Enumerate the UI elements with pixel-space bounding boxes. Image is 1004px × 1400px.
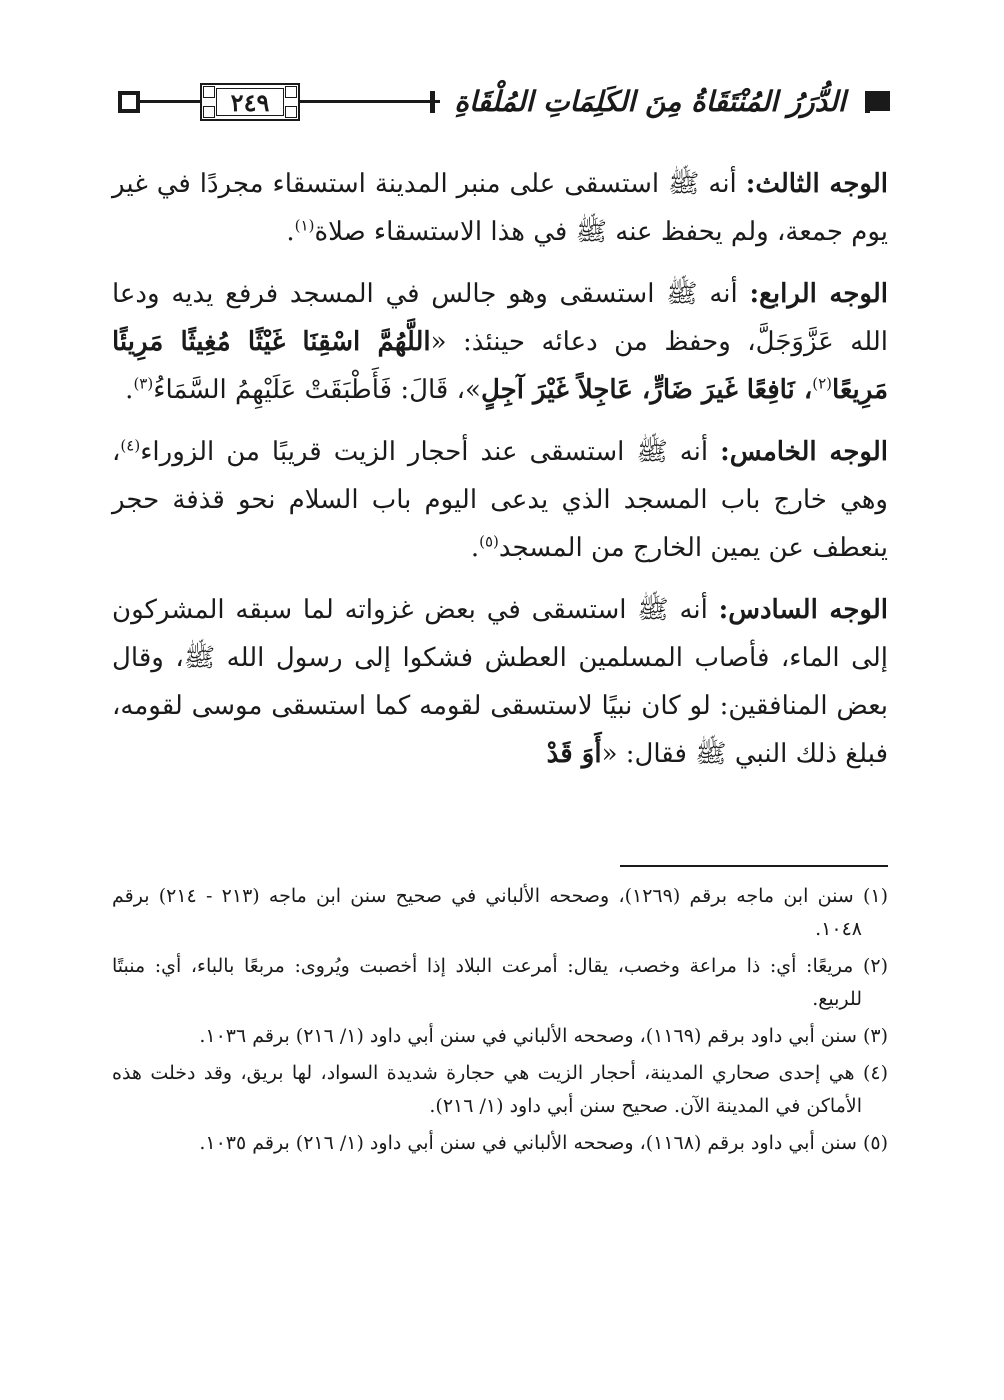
- corner-ornament: [285, 86, 297, 98]
- paragraph-text: أنه ﷺ استسقى وهو جالس في المسجد فرفع يديه ودعا الله عَزَّوَجَلَّ، وحفظ من دعائه حينئذ: «: [112, 279, 888, 357]
- corner-ornament: [285, 106, 297, 118]
- footnotes: [112, 880, 888, 1164]
- corner-ornament: [203, 106, 215, 118]
- paragraph-fourth-aspect: [112, 270, 888, 414]
- paragraph-label: الوجه الخامس:: [720, 437, 889, 467]
- footnote-separator: [620, 865, 888, 867]
- footnote-2: (٢) مريعًا: أي: ذا مراعة وخصب، يقال: أمرعت البلاد إذا أخصبت ويُروى: مربعًا بالباء، أي: منبتًا للربيع.: [112, 955, 888, 1010]
- footnote-5: (٥) سنن أبي داود برقم (١١٦٨)، وصححه الألباني في سنن أبي داود (١/ ٢١٦) برقم ١٠٣٥.: [199, 1132, 888, 1154]
- hadith-quote: ، نَافِعًا غَيرَ ضَارٍّ، عَاجِلاً غَيْرَ آجِلٍ: [480, 375, 813, 405]
- footnote-ref: (٣): [133, 374, 154, 393]
- paragraph-label: الوجه السادس:: [718, 595, 888, 625]
- paragraph-sixth-aspect: [112, 586, 888, 778]
- paragraph-fifth-aspect: [112, 428, 888, 572]
- hadith-quote: أَوَ قَدْ: [546, 739, 602, 769]
- filled-square-ornament: [870, 91, 890, 111]
- footnote-ref: (٥): [479, 532, 499, 551]
- paragraph-label: الوجه الثالث:: [745, 169, 888, 199]
- page-number: ٢٤٩: [216, 88, 284, 116]
- header-rule-left: [140, 100, 200, 103]
- paragraph-text: ، وهي خارج باب المسجد الذي يدعى اليوم باب السلام نحو قذفة حجر ينعطف عن يمين الخارج من المسجد: [112, 437, 888, 563]
- paragraph-text: أنه ﷺ استسقى على منبر المدينة استسقاء مجردًا في غير يوم جمعة، ولم يحفظ عنه ﷺ في هذا الاستسقاء صلاة: [112, 169, 888, 247]
- paragraph-third-aspect: [112, 160, 888, 256]
- footnote-3: (٣) سنن أبي داود برقم (١١٦٩)، وصححه الألباني في سنن أبي داود (١/ ٢١٦) برقم ١٠٣٦.: [199, 1025, 888, 1047]
- sentence-end: .: [470, 533, 480, 563]
- paragraph-label: الوجه الرابع:: [749, 279, 888, 309]
- hadith-quote: اللَّهُمَّ اسْقِنَا غَيْثًا مُغِيثًا مَرِيئًا مَرِيعًا: [112, 327, 888, 405]
- page-number-box: [200, 83, 300, 121]
- footnote-ref: (٢): [812, 374, 833, 393]
- paragraph-text: »، قَالَ: فَأَطْبَقَتْ عَلَيْهِمُ السَّمَاءُ: [153, 375, 481, 405]
- sentence-end: .: [125, 375, 134, 405]
- paragraph-text: أنه ﷺ استسقى عند أحجار الزيت قريبًا من الزوراء: [140, 437, 709, 467]
- footnote-4: (٤) هي إحدى صحاري المدينة، أحجار الزيت هي حجارة شديدة السواد، لها بريق، وقد دخلت هذه الأماكن في المدينة الآن. صحيح سنن أبي داود (١/ ٢١٦).: [112, 1062, 888, 1117]
- footnote-ref: (٤): [120, 436, 141, 455]
- hollow-square-ornament: [118, 91, 140, 113]
- book-title: الدُّرَرُ المُنْتَقَاةُ مِنَ الكَلِمَاتِ المُلْقَاةِ: [440, 80, 860, 124]
- footnote-1: (١) سنن ابن ماجه برقم (١٢٦٩)، وصححه الألباني في صحيح سنن ابن ماجه (٢١٣ - ٢١٤) برقم ١٠٤٨.: [112, 885, 888, 940]
- main-text: [112, 160, 888, 792]
- sentence-end: .: [286, 217, 295, 247]
- corner-ornament: [203, 86, 215, 98]
- running-header: [110, 80, 890, 124]
- paragraph-text: أنه ﷺ استسقى في بعض غزواته لما سبقه المشركون إلى الماء، فأصاب المسلمين العطش فشكوا إلى رسول الله ﷺ، وقال بعض المنافقين: لو كان نبيًا لاستسقى لقومه كما استسقى موسى لقومه، فبلغ ذلك النبي ﷺ فقال: «: [112, 595, 888, 769]
- header-bar-ornament: [430, 91, 435, 113]
- footnote-ref: (١): [294, 216, 315, 235]
